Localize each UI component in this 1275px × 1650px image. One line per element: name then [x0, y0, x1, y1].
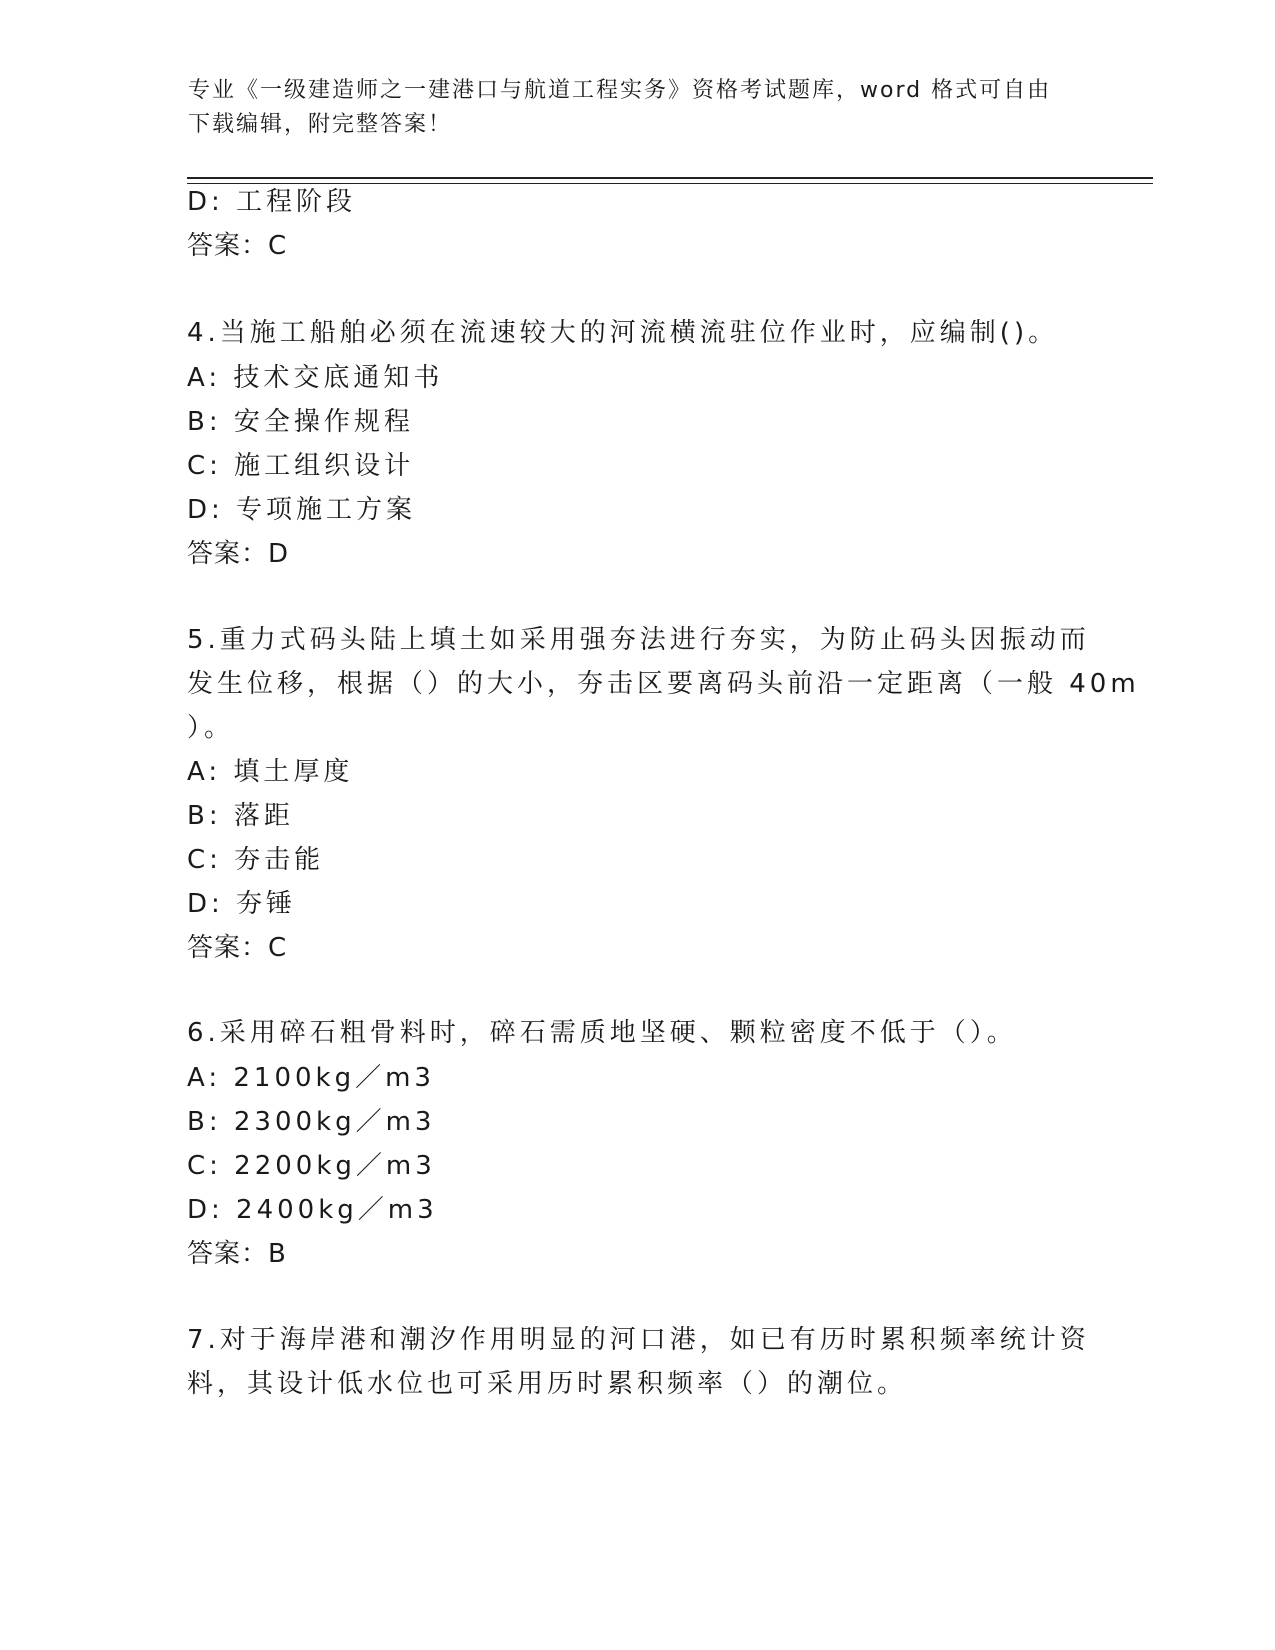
q7-stem-line-1: 7.对于海岸港和潮汐作用明显的河口港，如已有历时累积频率统计资 [187, 1325, 1090, 1355]
q7-stem-line-2: 料，其设计低水位也可采用历时累积频率（）的潮位。 [187, 1369, 908, 1399]
q4-option-d: D: 专项施工方案 [187, 495, 417, 525]
q6-stem: 6.采用碎石粗骨料时，碎石需质地坚硬、颗粒密度不低于（）。 [187, 1018, 1017, 1048]
q5-stem-line-3: ）。 [187, 713, 235, 743]
q6-option-d: D: 2400kg／m3 [187, 1195, 438, 1225]
q6-option-c: C: 2200kg／m3 [187, 1151, 436, 1181]
q6-answer: 答案：B [187, 1239, 287, 1269]
q4-answer: 答案：D [187, 539, 290, 569]
header-divider-thick [187, 177, 1153, 179]
q5-stem-line-2: 发生位移，根据（）的大小，夯击区要离码头前沿一定距离（一般 40m [187, 669, 1140, 699]
q4-stem: 4.当施工船舶必须在流速较大的河流横流驻位作业时，应编制()。 [187, 318, 1059, 348]
prev-option-d: D: 工程阶段 [187, 187, 357, 217]
q5-stem-line-1: 5.重力式码头陆上填土如采用强夯法进行夯实，为防止码头因振动而 [187, 625, 1090, 655]
q4-option-c: C: 施工组织设计 [187, 451, 415, 481]
header-line-2: 下载编辑，附完整答案！ [188, 112, 453, 137]
q5-option-c: C: 夯击能 [187, 845, 325, 875]
prev-answer: 答案：C [187, 231, 288, 261]
q6-option-b: B: 2300kg／m3 [187, 1107, 436, 1137]
q5-answer: 答案：C [187, 933, 288, 963]
q4-option-b: B: 安全操作规程 [187, 407, 414, 437]
header-divider-thin [187, 183, 1153, 184]
header-line-1: 专业《一级建造师之一建港口与航道工程实务》资格考试题库，word 格式可自由 [188, 78, 1052, 103]
document-header [188, 74, 1088, 142]
q5-option-b: B: 落距 [187, 801, 294, 831]
q5-option-a: A: 填土厚度 [187, 757, 354, 787]
q5-option-d: D: 夯锤 [187, 889, 297, 919]
q6-option-a: A: 2100kg／m3 [187, 1063, 435, 1093]
q4-option-a: A: 技术交底通知书 [187, 363, 444, 393]
